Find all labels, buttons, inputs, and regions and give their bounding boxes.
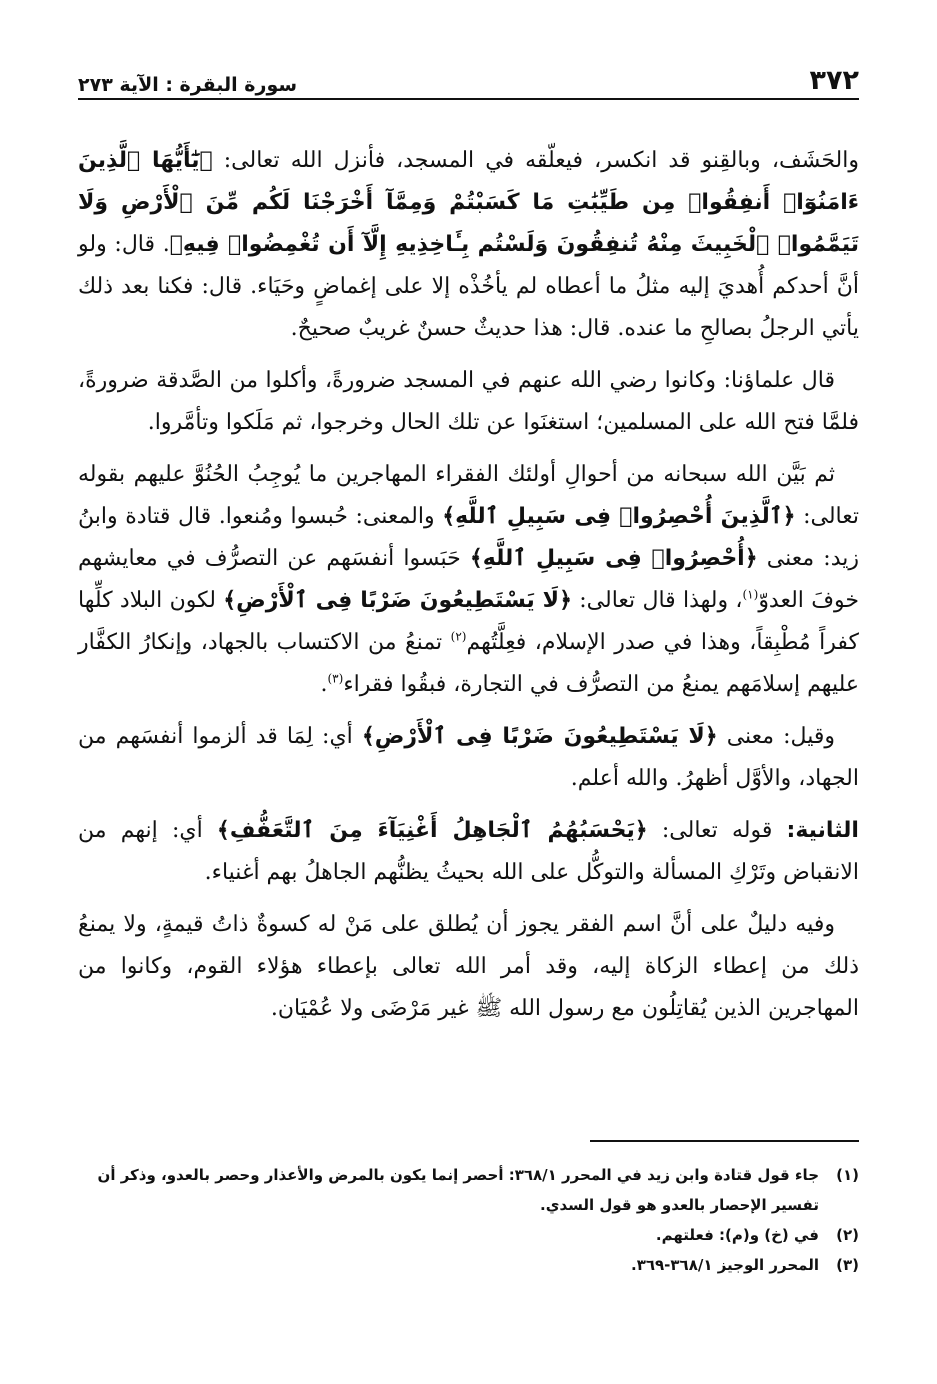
running-header xyxy=(78,60,859,96)
text: ثم بَيَّن الله سبحانه من أحوالِ أولئك الفقراء المهاجرين ما يُوجِبُ الحُنُوَّ عليهم بقوله تعالى: xyxy=(78,462,859,529)
footnote xyxy=(78,1250,859,1280)
paragraph-6: وفيه دليلٌ على أنَّ اسم الفقر يجوز أن يُطلق على مَنْ له كسوةٌ ذاتُ قيمةٍ، ولا يمنعُ ذلك من إعطاء الزكاة إليه، وقد أمر الله تعالى بإعطاء هؤلاء القوم، وكانوا من المهاجرين الذين يُقاتِلُون مع رسول الله ﷺ غير مَرْضَى ولا عُمْيَان. xyxy=(78,912,859,1021)
footnote-text: جاء قول قتادة وابن زيد في المحرر ٣٦٨/١: أحصر إنما يكون بالمرض والأعذار وحصر بالعدو، وذكر أن تفسير الإحصار بالعدو هو قول السدي. xyxy=(97,1166,819,1214)
text: . xyxy=(320,672,328,697)
surah-title: سورة البقرة : الآية ٢٧٣ xyxy=(78,74,298,96)
text: والحَشَف، وبالقِنو قد انكسر، فيعلّقه في المسجد، فأنزل الله تعالى: xyxy=(212,148,859,173)
quran-quote: ﴿لَا يَسْتَطِيعُونَ ضَرْبًا فِى ٱلْأَرْضِ﴾ xyxy=(223,588,572,613)
header-rule xyxy=(78,98,859,100)
footnote-ref: (٢) xyxy=(450,629,467,644)
text: أي: إنهم من الانقباض وتَرْكِ المسألة والتوكُّل على الله بحيثُ يظنُّهم الجاهلُ بهم أغنياء. xyxy=(78,818,859,885)
text: والمعنى: حُبسوا ومُنعوا. قال قتادة وابنُ زيد: معنى xyxy=(78,504,859,571)
paragraph-1 xyxy=(78,140,859,350)
quran-quote: ﴿يَحْسَبُهُمُ ٱلْجَاهِلُ أَغْنِيَآءَ مِنَ ٱلتَّعَفُّفِ﴾ xyxy=(216,818,648,843)
paragraph-4 xyxy=(78,716,859,800)
footnote-number: (١) xyxy=(836,1166,859,1184)
paragraph-2: قال علماؤنا: وكانوا رضي الله عنهم في المسجد ضرورةً، وأكلوا من الصَّدقة ضرورةً، فلمَّا فتح الله على المسلمين؛ استغنَوا عن تلك الحال وخرجوا، ثم مَلَكوا وتأمَّروا. xyxy=(78,368,859,435)
footnote-rule xyxy=(590,1140,859,1142)
section-lead: الثانية: xyxy=(786,818,859,843)
footnote-ref: (٣) xyxy=(327,671,344,686)
text: وقيل: معنى xyxy=(717,724,835,749)
text: لكون البلاد كلِّها كفراً مُطْبِقاً، وهذا في صدر الإسلام، فعِلَّتُهم xyxy=(78,588,859,655)
footnote-ref: (١) xyxy=(742,587,759,602)
paragraph-5 xyxy=(78,810,859,894)
footnote-text: في (خ) و(م): فعلتهم. xyxy=(655,1226,819,1244)
text: قوله تعالى: xyxy=(647,818,787,843)
footnotes xyxy=(78,1160,859,1280)
main-text xyxy=(78,140,859,1040)
text: . قال: ولو أنَّ أحدكم أُهديَ إليه مثلُ ما أعطاه لم يأخُذْه إلا على إغماضٍ وحَيَاء. قال: فكنا بعد ذلك يأتي الرجلُ بصالحِ ما عنده. قال: هذا حديثٌ حسنٌ غريبٌ صحيحٌ. xyxy=(78,232,859,341)
quran-quote: ﴿لَا يَسْتَطِيعُونَ ضَرْبًا فِى ٱلْأَرْضِ﴾ xyxy=(361,724,718,749)
text: تمنعُ من الاكتساب بالجهاد، وإنكارُ الكفَّار عليهم إسلامَهم يمنعُ من التصرُّف في التجارة، فبقُوا فقراء xyxy=(78,630,859,697)
text: أي: لِمَا قد ألزموا أنفسَهم من الجهاد، والأوَّل أظهرُ. والله أعلم. xyxy=(78,724,859,791)
footnote xyxy=(78,1160,859,1220)
footnote xyxy=(78,1220,859,1250)
quran-quote: ﴿يَٰٓأَيُّهَا ٱلَّذِينَ ءَامَنُوٓا۟ أَنفِقُوا۟ مِن طَيِّبَٰتِ مَا كَسَبْتُمْ وَمِمَّآ أَخْرَجْنَا لَكُم مِّنَ ٱلْأَرْضِ وَلَا تَيَمَّمُوا۟ ٱلْخَبِيثَ مِنْهُ تُنفِقُونَ وَلَسْتُم بِـَٔاخِذِيهِ إِلَّآ أَن تُغْمِضُوا۟ فِيهِ﴾ xyxy=(78,148,859,257)
quran-quote: ﴿ٱلَّذِينَ أُحْصِرُوا۟ فِى سَبِيلِ ٱللَّهِ﴾ xyxy=(442,504,796,529)
paragraph-3 xyxy=(78,454,859,706)
footnote-number: (٣) xyxy=(836,1256,859,1274)
footnote-text: المحرر الوجيز ٣٦٨/١-٣٦٩. xyxy=(630,1256,819,1274)
text: ، ولهذا قال تعالى: xyxy=(571,588,743,613)
quran-quote: ﴿أُحْصِرُوا۟ فِى سَبِيلِ ٱللَّهِ﴾ xyxy=(469,546,758,571)
footnote-number: (٢) xyxy=(836,1226,859,1244)
page-number: ٣٧٢ xyxy=(809,65,859,96)
text: حَبَسوا أنفسَهم عن التصرُّف في معايشهم خوفَ العدوّ xyxy=(78,546,859,613)
